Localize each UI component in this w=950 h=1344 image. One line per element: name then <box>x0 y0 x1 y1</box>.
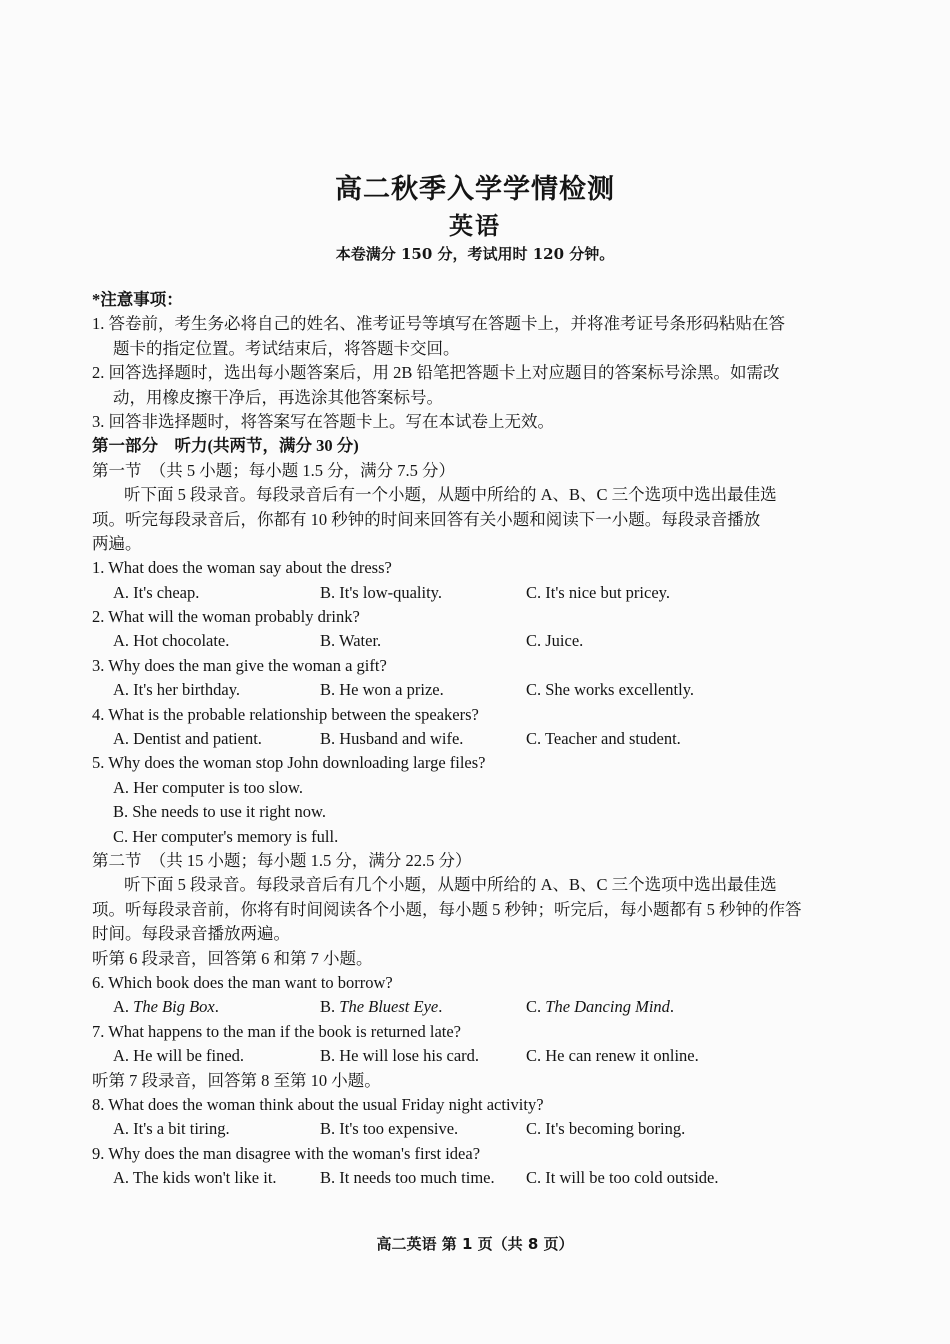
question-8-options <box>92 1117 872 1141</box>
question-8-option-a: A. It's a bit tiring. <box>113 1119 230 1139</box>
section1-instructions-1: 听下面 5 段录音。每段录音后有一个小题，从题中所给的 A、B、C 三个选项中选出最佳选 <box>124 485 777 505</box>
section1-instructions-3: 两遍。 <box>92 533 142 553</box>
notes-heading: *注意事项： <box>92 290 183 309</box>
question-6-options <box>92 995 872 1019</box>
question-6-option-b <box>320 995 442 1019</box>
exam-subject: 英语 <box>449 211 501 240</box>
question-5-option-b: B. She needs to use it right now. <box>113 802 326 822</box>
question-9-stem: 9. Why does the man disagree with the woman's first idea? <box>92 1143 481 1163</box>
question-6-option-a-title: The Big Box <box>133 997 215 1017</box>
question-6-option-b-prefix: B. <box>320 997 340 1017</box>
part1-heading: 第一部分 听力(共两节，满分 30 分) <box>92 436 359 456</box>
question-8-option-c: C. It's becoming boring. <box>526 1119 686 1139</box>
note-2-line-1: 2. 回答选择题时，选出每小题答案后，用 2B 铅笔把答题卡上对应题目的答案标号涂黑。如需改 <box>92 363 780 383</box>
question-6-option-a <box>113 995 219 1019</box>
question-4-option-c: C. Teacher and student. <box>526 729 681 749</box>
question-8-stem: 8. What does the woman think about the usual Friday night activity? <box>92 1094 544 1114</box>
question-7-stem: 7. What happens to the man if the book is returned late? <box>92 1021 462 1041</box>
question-6-option-a-suffix: . <box>214 997 219 1017</box>
page-footer: 高二英语 第 1 页（共 8 页） <box>376 1235 574 1253</box>
question-9-option-c: C. It will be too cold outside. <box>526 1168 719 1188</box>
question-6-option-b-suffix: . <box>438 997 443 1017</box>
question-6-option-c <box>526 995 674 1019</box>
question-5-option-c: C. Her computer's memory is full. <box>113 826 339 846</box>
question-2-option-a: A. Hot chocolate. <box>113 631 230 651</box>
question-9-option-a: A. The kids won't like it. <box>113 1168 277 1188</box>
question-3-option-c: C. She works excellently. <box>526 680 695 700</box>
exam-title: 高二秋季入学学情检测 <box>335 174 615 205</box>
note-2-line-2: 动，用橡皮擦干净后，再选涂其他答案标号。 <box>113 387 443 407</box>
question-5-option-a: A. Her computer is too slow. <box>113 777 304 797</box>
question-2-options <box>92 629 872 653</box>
question-1-stem: 1. What does the woman say about the dress? <box>92 558 392 578</box>
section1-instructions-2: 项。听完每段录音后，你都有 10 秒钟的时间来回答有关小题和阅读下一小题。每段录音播放 <box>92 509 761 529</box>
note-1-line-2: 题卡的指定位置。考试结束后，将答题卡交回。 <box>113 338 460 358</box>
question-9-option-b: B. It needs too much time. <box>320 1168 495 1188</box>
question-9-options <box>92 1166 872 1190</box>
question-6-stem: 6. Which book does the man want to borrow? <box>92 972 393 992</box>
question-5-stem: 5. Why does the woman stop John downloading large files? <box>92 753 486 773</box>
section2-instructions-2: 项。听每段录音前，你将有时间阅读各个小题，每小题 5 秒钟；听完后，每小题都有 5 秒钟的作答 <box>92 899 802 919</box>
question-7-option-c: C. He can renew it online. <box>526 1046 699 1066</box>
question-6-option-c-suffix: . <box>669 997 675 1017</box>
section2-instructions-3: 时间。每段录音播放两遍。 <box>92 924 290 944</box>
exam-content <box>92 288 872 1190</box>
question-8-option-b: B. It's too expensive. <box>320 1119 459 1139</box>
question-6-option-c-prefix: C. <box>526 997 546 1017</box>
audio-6-instruction: 听第 6 段录音，回答第 6 和第 7 小题。 <box>92 948 373 968</box>
audio-7-instruction: 听第 7 段录音，回答第 8 至第 10 小题。 <box>92 1070 381 1090</box>
section2-instructions-1: 听下面 5 段录音。每段录音后有几个小题，从题中所给的 A、B、C 三个选项中选出最佳选 <box>124 875 777 895</box>
section2-heading: 第二节 （共 15 小题；每小题 1.5 分，满分 22.5 分） <box>92 850 472 870</box>
question-3-options <box>92 678 872 702</box>
question-3-stem: 3. Why does the man give the woman a gift? <box>92 655 387 675</box>
question-1-option-c: C. It's nice but pricey. <box>526 582 670 602</box>
question-7-option-a: A. He will be fined. <box>113 1046 245 1066</box>
question-1-option-b: B. It's low-quality. <box>320 582 442 602</box>
question-4-option-a: A. Dentist and patient. <box>113 729 262 749</box>
note-1-line-1: 1. 答卷前，考生务必将自己的姓名、准考证号等填写在答题卡上，并将准考证号条形码粘贴在答 <box>92 314 785 334</box>
question-2-option-c: C. Juice. <box>526 631 584 651</box>
question-6-option-c-title: The Dancing Mind <box>545 997 670 1017</box>
note-3-line-1: 3. 回答非选择题时，将答案写在答题卡上。写在本试卷上无效。 <box>92 411 554 431</box>
section1-heading: 第一节 （共 5 小题；每小题 1.5 分，满分 7.5 分） <box>92 460 455 480</box>
question-2-option-b: B. Water. <box>320 631 382 651</box>
question-7-options <box>92 1044 872 1068</box>
question-4-stem: 4. What is the probable relationship between the speakers? <box>92 704 479 724</box>
question-6-option-a-prefix: A. <box>113 997 134 1017</box>
question-1-option-a: A. It's cheap. <box>113 582 200 602</box>
question-1-options <box>92 581 872 605</box>
question-6-option-b-title: The Bluest Eye <box>339 997 439 1017</box>
question-4-option-b: B. Husband and wife. <box>320 729 464 749</box>
question-4-options <box>92 727 872 751</box>
question-3-option-b: B. He won a prize. <box>320 680 444 700</box>
exam-info: 本卷满分 150 分，考试用时 120 分钟。 <box>335 245 615 263</box>
question-2-stem: 2. What will the woman probably drink? <box>92 607 360 627</box>
question-3-option-a: A. It's her birthday. <box>113 680 240 700</box>
question-7-option-b: B. He will lose his card. <box>320 1046 480 1066</box>
